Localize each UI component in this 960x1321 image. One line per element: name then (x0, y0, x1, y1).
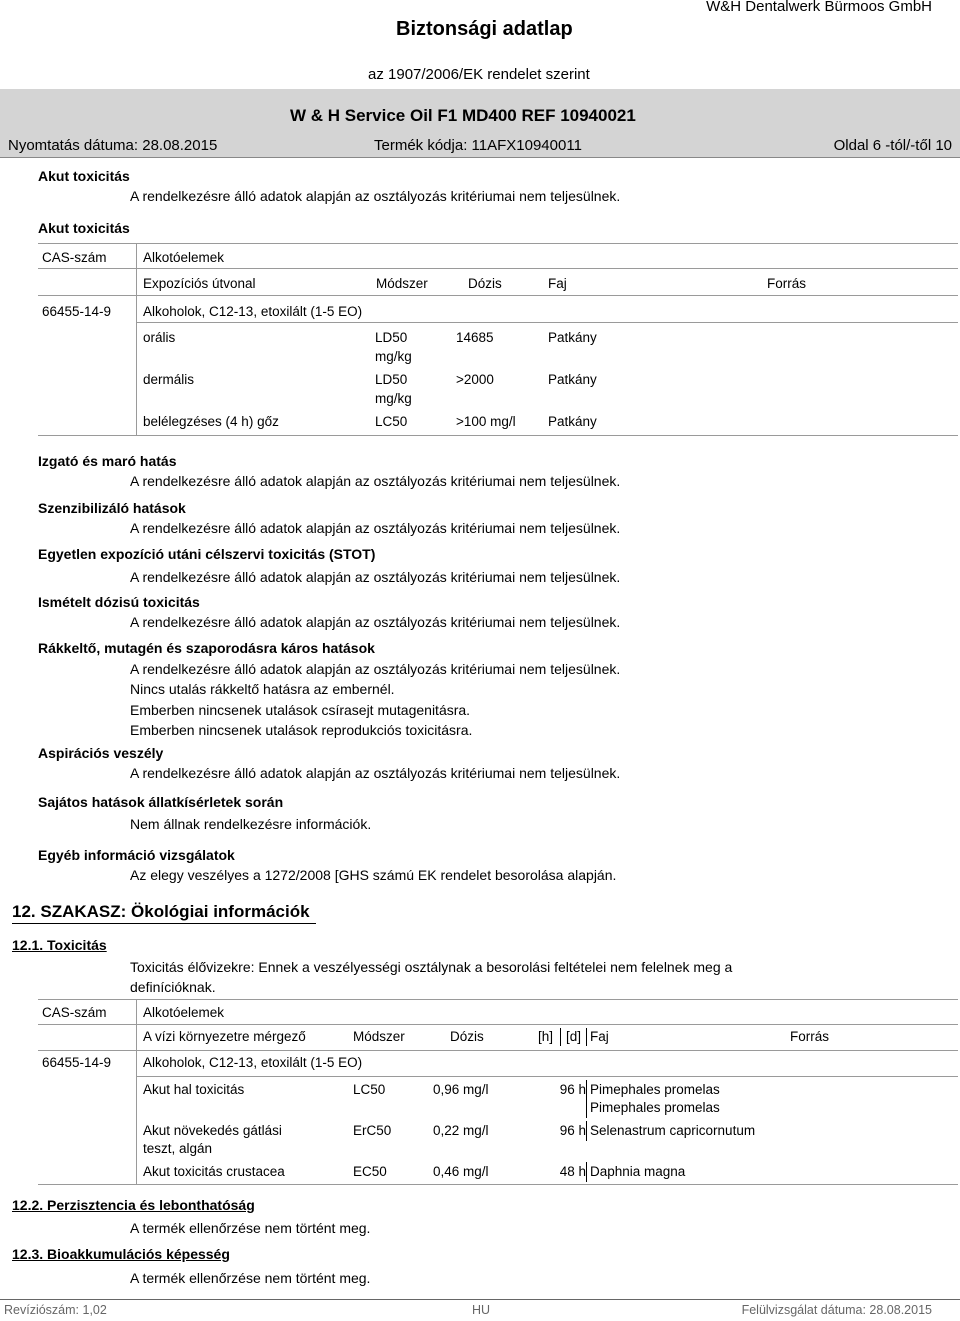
eco-species-algae: Selenastrum capricornutum (590, 1123, 756, 1138)
product-name: W & H Service Oil F1 MD400 REF 10940021 (290, 106, 636, 125)
route-oral: orális (143, 330, 176, 345)
col-source: Forrás (767, 276, 807, 291)
method-dermal: LD50 (375, 372, 408, 387)
repeated-dose-heading: Ismételt dózisú toxicitás (38, 594, 200, 610)
stot-single-heading: Egyetlen expozíció utáni célszervi toxicitás (STOT) (38, 546, 376, 562)
dose-inhalation: >100 mg/l (456, 414, 516, 429)
eco-col-components: Alkotóelemek (143, 1005, 225, 1020)
eco-time-algae: 96 h (559, 1123, 586, 1138)
irritation-text: A rendelkezésre álló adatok alapján az osztályozás kritériumai nem teljesülnek. (130, 473, 621, 489)
print-date: Nyomtatás dátuma: 28.08.2015 (8, 137, 218, 154)
regulation-text: az 1907/2006/EK rendelet szerint (368, 66, 590, 83)
eco-method-algae: ErC50 (353, 1123, 392, 1138)
dose-dermal: >2000 (456, 372, 494, 387)
aquatic-toxicity-line-1: Toxicitás élővizekre: Ennek a veszélyességi osztálynak a besorolási feltételei nem felelnek meg a (130, 959, 733, 975)
animal-tests-text: Nem állnak rendelkezésre információk. (130, 816, 372, 832)
eco-col-cas: CAS-szám (42, 1005, 107, 1020)
acute-toxicity-text: A rendelkezésre álló adatok alapján az osztályozás kritériumai nem teljesülnek. (130, 188, 621, 204)
eco-method-crustacea: EC50 (353, 1164, 387, 1179)
eco-species-fish-2: Pimephales promelas (590, 1100, 720, 1115)
language-code: HU (472, 1303, 491, 1317)
eco-species-fish: Pimephales promelas (590, 1082, 720, 1097)
repeated-dose-text: A rendelkezésre álló adatok alapján az osztályozás kritériumai nem teljesülnek. (130, 614, 621, 630)
review-date: Felülvizsgálat dátuma: 28.08.2015 (741, 1303, 932, 1317)
stot-single-text: A rendelkezésre álló adatok alapján az osztályozás kritériumai nem teljesülnek. (130, 569, 621, 585)
col-route: Expozíciós útvonal (143, 276, 256, 291)
substance-name: Alkoholok, C12-13, etoxilált (1-5 EO) (143, 304, 363, 319)
eco-species-crustacea: Daphnia magna (590, 1164, 686, 1179)
other-info-text: Az elegy veszélyes a 1272/2008 [GHS számú EK rendelet besorolása alapján. (130, 867, 617, 883)
eco-method-fish: LC50 (353, 1082, 386, 1097)
cas-number: 66455-14-9 (42, 304, 112, 319)
unit-dermal: mg/kg (375, 391, 412, 406)
product-code: Termék kódja: 11AFX10940011 (374, 137, 582, 154)
route-dermal: dermális (143, 372, 195, 387)
method-inhalation: LC50 (375, 414, 408, 429)
eco-col-days: [d] (566, 1029, 582, 1044)
eco-time-crustacea: 48 h (559, 1164, 586, 1179)
band-divider (0, 157, 960, 158)
species-inhalation: Patkány (548, 414, 597, 429)
eco-dose-crustacea: 0,46 mg/l (433, 1164, 489, 1179)
eco-col-source: Forrás (790, 1029, 830, 1044)
eco-dose-algae: 0,22 mg/l (433, 1123, 489, 1138)
company-name: W&H Dentalwerk Bürmoos GmbH (706, 0, 932, 15)
cmr-text-3: Emberben nincsenek utalások csírasejt mutagenitásra. (130, 702, 471, 718)
eco-test-algae-2: teszt, algán (143, 1141, 213, 1156)
eco-col-method: Módszer (353, 1029, 405, 1044)
cmr-heading: Rákkeltő, mutagén és szaporodásra káros hatások (38, 640, 375, 656)
dose-oral: 14685 (456, 330, 494, 345)
eco-test-algae: Akut növekedés gátlási (143, 1123, 282, 1138)
eco-col-toxic: A vízi környezetre mérgező (143, 1029, 306, 1044)
other-info-heading: Egyéb információ vizsgálatok (38, 847, 235, 863)
eco-cas-number: 66455-14-9 (42, 1055, 112, 1070)
aspiration-text: A rendelkezésre álló adatok alapján az osztályozás kritériumai nem teljesülnek. (130, 765, 621, 781)
eco-col-species: Faj (590, 1029, 609, 1044)
eco-test-fish: Akut hal toxicitás (143, 1082, 245, 1097)
cmr-text-4: Emberben nincsenek utalások reprodukciós toxicitásra. (130, 722, 473, 738)
footer-divider (0, 1299, 960, 1300)
col-dose: Dózis (468, 276, 502, 291)
persistence-subheading: 12.2. Perzisztencia és lebonthatóság (12, 1197, 255, 1213)
toxicity-subheading: 12.1. Toxicitás (12, 937, 107, 953)
col-cas: CAS-szám (42, 250, 107, 265)
eco-col-hours: [h] (538, 1029, 554, 1044)
sensitisation-heading: Szenzibilizáló hatások (38, 500, 186, 516)
eco-substance-name: Alkoholok, C12-13, etoxilált (1-5 EO) (143, 1055, 363, 1070)
route-inhalation: belélegzéses (4 h) gőz (143, 414, 279, 429)
col-species: Faj (548, 276, 567, 291)
animal-tests-heading: Sajátos hatások állatkísérletek során (38, 794, 284, 810)
bioaccumulation-text: A termék ellenőrzése nem történt meg. (130, 1270, 371, 1286)
irritation-heading: Izgató és maró hatás (38, 453, 177, 469)
eco-col-dose: Dózis (450, 1029, 484, 1044)
aquatic-toxicity-line-2: definícióknak. (130, 979, 216, 995)
section-12-title: 12. SZAKASZ: Ökológiai információk (12, 902, 310, 921)
eco-test-crustacea: Akut toxicitás crustacea (143, 1164, 285, 1179)
persistence-text: A termék ellenőrzése nem történt meg. (130, 1220, 371, 1236)
species-oral: Patkány (548, 330, 597, 345)
bioaccumulation-subheading: 12.3. Bioakkumulációs képesség (12, 1246, 230, 1262)
sensitisation-text: A rendelkezésre álló adatok alapján az osztályozás kritériumai nem teljesülnek. (130, 520, 621, 536)
acute-toxicity-heading: Akut toxicitás (38, 168, 130, 184)
aspiration-heading: Aspirációs veszély (38, 745, 164, 761)
col-components: Alkotóelemek (143, 250, 225, 265)
eco-dose-fish: 0,96 mg/l (433, 1082, 489, 1097)
document-title: Biztonsági adatlap (396, 18, 573, 40)
col-method: Módszer (376, 276, 428, 291)
acute-toxicity-table-heading: Akut toxicitás (38, 220, 130, 236)
species-dermal: Patkány (548, 372, 597, 387)
page-number: Oldal 6 -tól/-től 10 (833, 137, 952, 154)
method-oral: LD50 (375, 330, 408, 345)
unit-oral: mg/kg (375, 349, 412, 364)
revision-number: Revíziószám: 1,02 (4, 1303, 107, 1317)
eco-time-fish: 96 h (559, 1082, 586, 1097)
cmr-text-2: Nincs utalás rákkeltő hatásra az embernél. (130, 681, 395, 697)
cmr-text-1: A rendelkezésre álló adatok alapján az osztályozás kritériumai nem teljesülnek. (130, 661, 621, 677)
